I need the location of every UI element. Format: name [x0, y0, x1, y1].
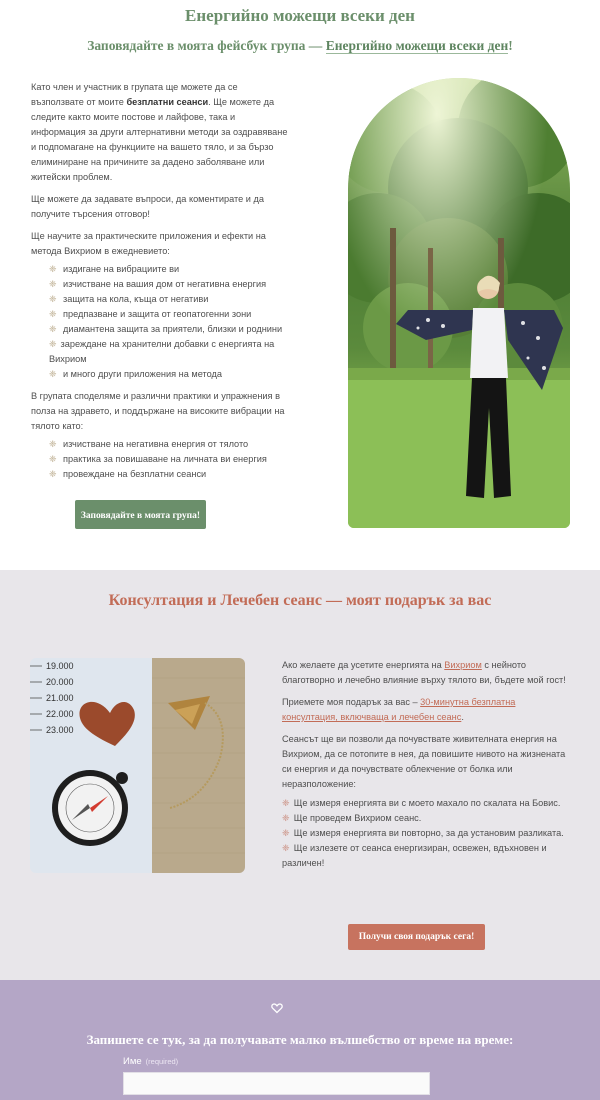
vihriom-link[interactable]: Вихриом: [444, 660, 482, 670]
flower-bullet-icon: ❈: [282, 813, 290, 823]
garden-scene-illustration: [348, 78, 570, 528]
woman-in-garden-photo: [348, 78, 570, 528]
list-item: ❈ провеждане на безплатни сеанси: [49, 467, 289, 482]
page-title: Енергийно можещи всеки ден: [185, 6, 415, 25]
ruler-number: 21.000: [46, 693, 74, 703]
session-steps-list: [282, 796, 572, 871]
consultation-description: [282, 658, 572, 871]
join-group-button[interactable]: Заповядайте в моята група!: [75, 500, 206, 529]
name-label-text: Име: [123, 1056, 142, 1067]
gift-text-b: .: [461, 712, 464, 722]
consultation-title: Консултация и Лечебен сеанс — моят подарък за вас: [108, 592, 492, 609]
flower-bullet-icon: ❈: [49, 264, 57, 274]
practices-list: [49, 437, 289, 482]
list-item: ❈ диамантена защита за приятели, близки и роднини: [49, 322, 289, 337]
list-item: ❈ предпазване и защита от геопатогенни зони: [49, 307, 289, 322]
flower-bullet-icon: ❈: [49, 369, 57, 379]
list-item: ❈ Ще проведем Вихриом сеанс.: [282, 813, 422, 823]
subtitle-suffix: !: [508, 38, 513, 53]
flower-bullet-icon: ❈: [49, 279, 57, 289]
consultation-gift-section: [0, 570, 600, 980]
flower-bullet-icon: ❈: [49, 309, 57, 319]
list-item: ❈ Ще измеря енергията ви с моето махало по скалата на Бовис.: [282, 798, 561, 808]
list-item: ❈ Ще измеря енергията ви повторно, за да установим разликата.: [282, 828, 564, 838]
ruler-number: 23.000: [46, 725, 74, 735]
applications-list: [49, 262, 289, 382]
flower-bullet-icon: ❈: [49, 469, 57, 479]
intro-text-b: с нейното благотворно и лечебно влияние върху тялото ви, бъдете мой гост!: [282, 660, 566, 685]
group-link[interactable]: Енергийно можещи всеки ден: [325, 38, 509, 53]
group-subtitle: [0, 38, 600, 54]
intro-paragraph: [282, 658, 572, 688]
pendulum-illustration: [30, 658, 245, 873]
flower-bullet-icon: ❈: [49, 454, 57, 464]
list-item: ❈ издигане на вибрациите ви: [49, 262, 289, 277]
intro-text-b: . Ще можете да следите както моите постове и лайфове, така и информация за други алтернативни методи за оздравяване и подпомагане на функциите на вашето тяло, и за бързо елиминиране на причините за дадено заболяване или житейски проблем.: [31, 97, 288, 182]
flower-bullet-icon: ❈: [49, 339, 57, 349]
subtitle-prefix: Заповядайте в моята фейсбук група —: [87, 38, 326, 53]
questions-paragraph: Ще можете да задавате въпроси, да коментирате и да получите търсения отговор!: [31, 194, 264, 219]
flower-bullet-icon: ❈: [282, 828, 290, 838]
list-item: ❈ Ще излезете от сеанса енергизиран, освежен, вдъхновен и различен!: [282, 843, 547, 868]
list-item: ❈ зареждане на хранителни добавки с енергията на Вихриом: [49, 339, 275, 364]
get-gift-button[interactable]: Получи своя подарък сега!: [348, 924, 485, 950]
intro-text-a: Ако желаете да усетите енергията на: [282, 660, 445, 670]
flower-bullet-icon: ❈: [49, 439, 57, 449]
list-item: ❈ изчистване на негативна енергия от тялото: [49, 437, 289, 452]
flower-bullet-icon: ❈: [49, 324, 57, 334]
practices-paragraph: В групата споделяме и различни практики и упражнения в полза на здравето, и поддържане на високите вибрации на тялото като:: [31, 391, 285, 431]
ruler-number: 19.000: [46, 661, 74, 671]
group-description: [31, 80, 289, 489]
applications-paragraph: Ще научите за практическите приложения и ефекти на метода Вихриом в ежедневието:: [31, 231, 266, 256]
session-paragraph: Сеансът ще ви позволи да почувствате живителната енергия на Вихриом, да се потопите в нея, да повишите нивото на жизнената си енергия и да почувствате облекчение от болка или неразположение:: [282, 734, 566, 789]
list-item: ❈ изчистване на вашия дом от негативна енергия: [49, 277, 289, 292]
flower-bullet-icon: ❈: [282, 843, 290, 853]
list-item: ❈ и много други приложения на метода: [49, 367, 289, 382]
ruler-number: 20.000: [46, 677, 74, 687]
newsletter-signup-section: [0, 980, 600, 1100]
list-item: ❈ практика за повишаване на личната ви енергия: [49, 452, 289, 467]
name-field-label: [123, 1056, 178, 1067]
pendulum-compass-photo: [30, 658, 245, 873]
flower-bullet-icon: ❈: [282, 798, 290, 808]
list-item: ❈ защита на кола, къща от негативи: [49, 292, 289, 307]
name-input[interactable]: [123, 1072, 430, 1095]
heart-icon: [271, 1002, 283, 1014]
required-hint: (required): [145, 1057, 179, 1066]
free-consultation-link[interactable]: 30-минутна безплатна консултация, включваща и лечебен сеанс: [282, 697, 516, 722]
free-sessions-emphasis: безплатни сеанси: [126, 97, 209, 107]
gift-text-a: Приемете моя подарък за вас –: [282, 697, 421, 707]
intro-text-a: Като член и участник в групата ще можете да се възползвате от моите: [31, 82, 238, 107]
ruler-number: 22.000: [46, 709, 74, 719]
intro-paragraph: [31, 80, 289, 185]
gift-paragraph: [282, 695, 572, 725]
signup-title: Запишете се тук, за да получавате малко вълшебство от време на време:: [86, 1032, 514, 1047]
flower-bullet-icon: ❈: [49, 294, 57, 304]
